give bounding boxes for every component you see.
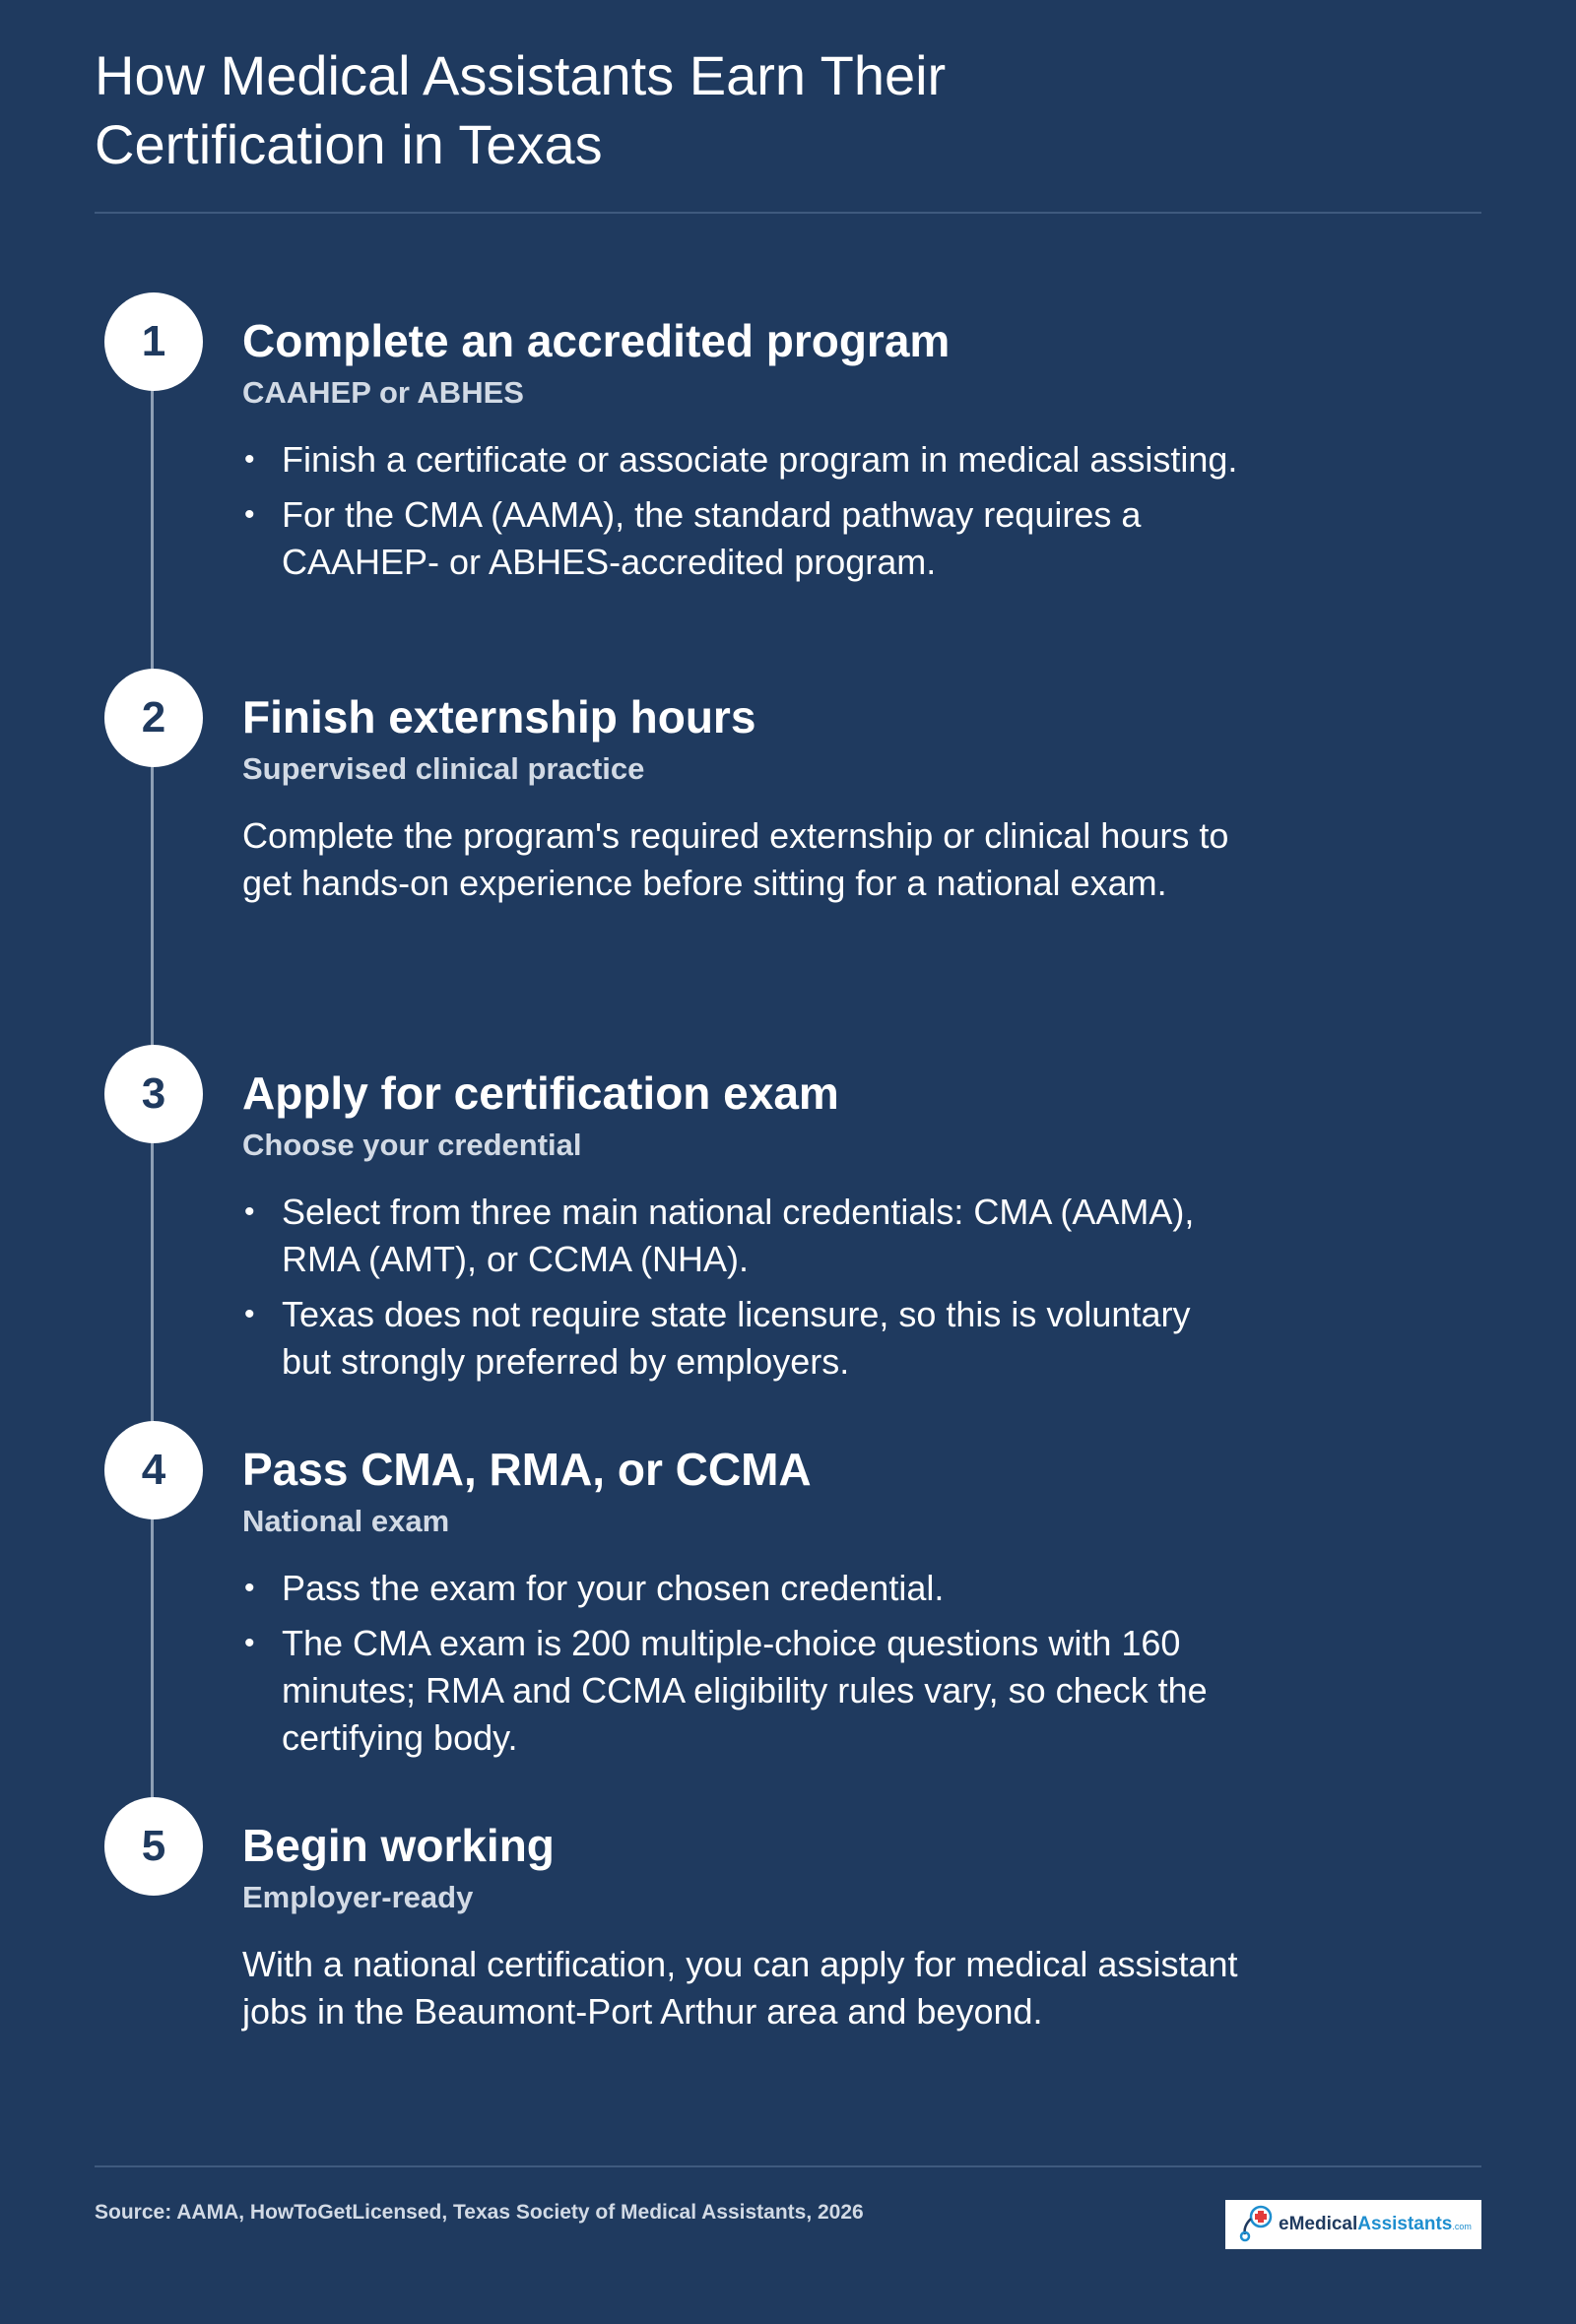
list-item (242, 1565, 1247, 1612)
bullet-icon: • (244, 1572, 255, 1604)
step-title: Finish externship hours (242, 691, 756, 742)
list-item-text: Finish a certificate or associate program in medical assisting. (282, 439, 1238, 480)
step-description: With a national certification, you can apply for medical assistant jobs in the Beaumont-Port Arthur area and beyond. (242, 1944, 1238, 2032)
step-number-circle: 5 (104, 1797, 203, 1896)
step-bullet-list (242, 436, 1247, 594)
step-number-circle: 3 (104, 1045, 203, 1143)
list-item-text: Select from three main national credentials: CMA (AAMA), RMA (AMT), or CCMA (NHA). (282, 1192, 1195, 1279)
step-bullet-list (242, 1189, 1247, 1393)
step-subtitle: National exam (242, 1504, 450, 1538)
list-item-text: Pass the exam for your chosen credential. (282, 1568, 945, 1608)
bullet-icon: • (244, 498, 255, 531)
list-item-text: The CMA exam is 200 multiple-choice questions with 160 minutes; RMA and CCMA eligibility rules vary, so check the certifying body. (282, 1623, 1208, 1758)
medical-cross-stethoscope-icon (1235, 2205, 1275, 2244)
page-title: How Medical Assistants Earn Their Certification in Texas (95, 44, 947, 175)
step-subtitle: Choose your credential (242, 1128, 582, 1162)
step-subtitle: CAAHEP or ABHES (242, 375, 524, 410)
bullet-icon: • (244, 1627, 255, 1659)
step-bullet-list (242, 1565, 1247, 1770)
source-citation: Source: AAMA, HowToGetLicensed, Texas Society of Medical Assistants, 2026 (95, 2201, 864, 2224)
footer-divider (95, 2165, 1481, 2167)
step-subtitle: Employer-ready (242, 1880, 474, 1914)
list-item (242, 1620, 1247, 1762)
step-title: Apply for certification exam (242, 1067, 839, 1119)
step-number-circle: 4 (104, 1421, 203, 1519)
list-item-text: Texas does not require state licensure, so this is voluntary but strongly preferred by employers. (282, 1294, 1191, 1382)
list-item (242, 1189, 1247, 1283)
step-subtitle: Supervised clinical practice (242, 751, 645, 786)
emedicalassistants-logo (1225, 2200, 1481, 2249)
step-title: Pass CMA, RMA, or CCMA (242, 1444, 812, 1495)
bullet-icon: • (244, 443, 255, 476)
logo-wordmark: eMedicalAssistants.com (1279, 2214, 1472, 2234)
step-description: Complete the program's required externship or clinical hours to get hands-on experience before sitting for a national exam. (242, 815, 1229, 903)
step-number-circle: 2 (104, 669, 203, 767)
step-title: Complete an accredited program (242, 315, 951, 366)
list-item (242, 436, 1247, 484)
header-divider (95, 212, 1481, 214)
list-item (242, 491, 1247, 586)
step-number-circle: 1 (104, 292, 203, 391)
bullet-icon: • (244, 1298, 255, 1330)
list-item (242, 1291, 1247, 1386)
bullet-icon: • (244, 1195, 255, 1228)
step-title: Begin working (242, 1820, 555, 1871)
list-item-text: For the CMA (AAMA), the standard pathway requires a CAAHEP- or ABHES-accredited program. (282, 494, 1142, 582)
